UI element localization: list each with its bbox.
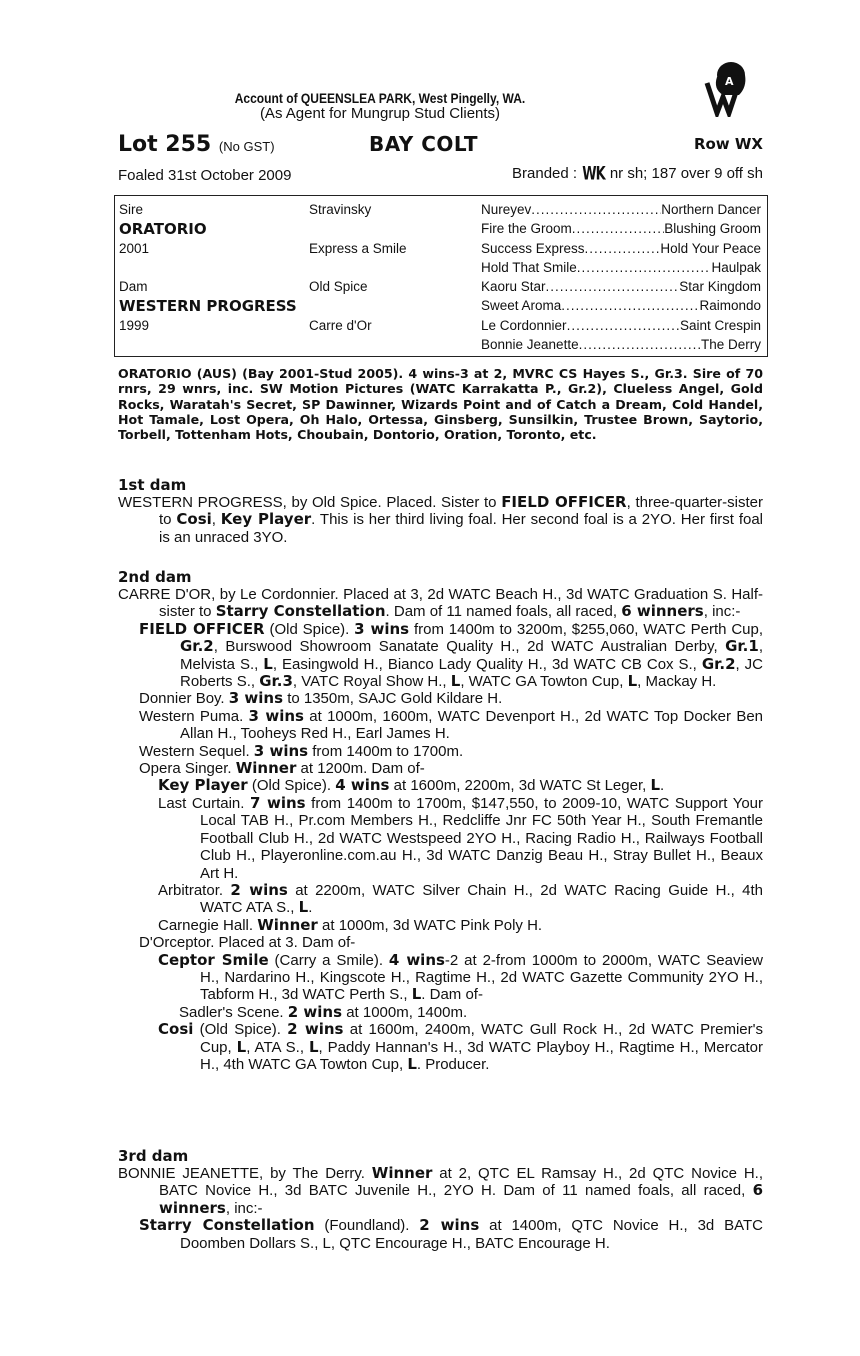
grandsire: Stravinsky xyxy=(309,202,372,217)
great-grandparent: Kaoru Star ..... Star Kingdom xyxy=(481,279,761,294)
svg-text:A: A xyxy=(725,75,734,88)
second-dam-intro: CARRE D'OR, by Le Cordonnier. Placed at 3, 2d WATC Beach H., 3d WATC Graduation S. Half-sister to Starry Constellation. Dam of 11 named foals, all raced, 6 winners, inc:- xyxy=(118,586,763,621)
dam-year: 1999 xyxy=(119,318,150,333)
progeny-entry: Western Puma. 3 wins at 1000m, 1600m, WATC Devenport H., 2d WATC Top Docker Ben Allan H., Tooheys Red H., Earl James H. xyxy=(139,706,764,743)
branded-info: Branded : WK nr sh; 187 over 9 off sh xyxy=(512,164,763,185)
great-grand-progeny-entry: Sadler's Scene. 2 wins at 1000m, 1400m. xyxy=(179,1002,468,1021)
vendor-account xyxy=(118,91,642,121)
great-grandparent: Success Express ..... Hold Your Peace xyxy=(481,241,761,256)
brand-mark: WK xyxy=(582,164,605,185)
account-line: Account of QUEENSLEA PARK, West Pingelly, WA. xyxy=(234,90,526,106)
sire-year: 2001 xyxy=(119,241,150,256)
sire-label: Sire xyxy=(119,202,144,217)
progeny-entry: D'Orceptor. Placed at 3. Dam of- xyxy=(139,934,356,952)
first-dam-heading: 1st dam xyxy=(118,476,187,494)
dam-dam: Carre d'Or xyxy=(309,318,372,333)
third-dam-intro: BONNIE JEANETTE, by The Derry. Winner at 2, QTC EL Ramsay H., 2d QTC Novice H., BATC Novice H., 3d BATC Juvenile H., 2YO H. Dam of 11 named foals, all raced, 6 winners, inc:- xyxy=(118,1164,763,1217)
grand-progeny-entry: Last Curtain. 7 wins from 1400m to 1700m, $147,550, to 2009-10, WATC Support Your Local TAB H., Pr.com Members H., Redcliffe Jnr FC 50th Year H., South Fremantle Football Club H., 2d WATC Westspeed 2YO H., Racing Radio H., Railways Football Club H., Playeronline.com.au H., 3d WATC Danzig Beau H., Stray Bullet H., Beaux Art H. xyxy=(158,793,763,882)
dam-name: WESTERN PROGRESS xyxy=(119,297,297,315)
gst-note: (No GST) xyxy=(218,139,275,154)
pedigree-table xyxy=(114,195,768,357)
third-dam-section xyxy=(118,1148,763,1252)
second-dam-section xyxy=(118,569,763,1073)
great-grandparent: Hold That Smile ..... Haulpak xyxy=(481,260,761,275)
second-dam-heading: 2nd dam xyxy=(118,568,192,586)
great-grandparent: Nureyev ..... Northern Dancer xyxy=(481,202,761,217)
grand-progeny-entry: Ceptor Smile (Carry a Smile). 4 wins-2 at 2-from 1000m to 2000m, WATC Seaview H., Nardarino H., Kingscote H., Ragtime H., 2d WATC Gazette Community 2YO H., Tabform H., 3d WATC Perth S., L. Dam of- xyxy=(158,950,764,1004)
sire-name: ORATORIO xyxy=(119,220,207,238)
progeny-entry: Western Sequel. 3 wins from 1400m to 1700m. xyxy=(139,741,464,760)
grand-progeny-entry: Carnegie Hall. Winner at 1000m, 3d WATC Pink Poly H. xyxy=(158,915,543,934)
dam-sire: Old Spice xyxy=(309,279,368,294)
progeny-entry: Opera Singer. Winner at 1200m. Dam of- xyxy=(139,759,425,778)
great-grandparent: Sweet Aroma ..... Raimondo xyxy=(481,298,761,313)
dam-label: Dam xyxy=(119,279,148,294)
lot-description: BAY COLT xyxy=(369,132,479,156)
progeny-entry: Donnier Boy. 3 wins to 1350m, SAJC Gold Kildare H. xyxy=(139,689,503,708)
sire-summary: ORATORIO (AUS) (Bay 2001-Stud 2005). 4 wins-3 at 2, MVRC CS Hayes S., Gr.3. Sire of 70 rnrs, 29 wnrs, inc. SW Motion Pictures (WATC Karrakatta P., Gr.2), Clueless Angel, Gold Rocks, Waratah's Secret, SP Dawinner, Wizards Point and of Catch a Dream, Cold Handel, Hot Tamale, Lost Opera, Oh Halo, Ortessa, Ginsberg, Sunsilkin, Trustee Brown, Saytorio, Torbell, Tottenham Hots, Choubain, Dontorio, Oration, Toronto, etc. xyxy=(118,366,763,443)
progeny-entry: FIELD OFFICER (Old Spice). 3 wins from 1400m to 3200m, $255,060, WATC Perth Cup, Gr.2, Burswood Showroom Sanatate Quality H., 2d WATC Australian Derby, Gr.1, Melvista S., L, Easingwold H., Bianco Lady Quality H., 3d WATC CB Cox S., Gr.2, JC Roberts S., Gr.3, VATC Royal Show H., L, WATC GA Towton Cup, L, Mackay H. xyxy=(139,619,764,691)
lot-header xyxy=(118,132,763,160)
first-dam-section xyxy=(118,477,763,546)
third-dam-heading: 3rd dam xyxy=(118,1147,189,1165)
great-grandparent: Le Cordonnier ..... Saint Crespin xyxy=(481,318,761,333)
great-grandparent: Fire the Groom ..... Blushing Groom xyxy=(481,221,761,236)
grand-progeny-entry: Key Player (Old Spice). 4 wins at 1600m, 2200m, 3d WATC St Leger, L. xyxy=(158,776,665,795)
grand-progeny-entry: Arbitrator. 2 wins at 2200m, WATC Silver Chain H., 2d WATC Racing Guide H., 4th WATC ATA S., L. xyxy=(158,880,763,917)
first-dam-text: WESTERN PROGRESS, by Old Spice. Placed. Sister to FIELD OFFICER, three-quarter-sister to Cosi, Key Player. This is her third living foal. Her second foal is a 2YO. Her first foal is an unraced 3YO. xyxy=(118,493,764,546)
lot-number: Lot 255 (No GST) xyxy=(118,132,275,157)
progeny-entry: Starry Constellation (Foundland). 2 wins at 1400m, QTC Novice H., 3d BATC Doomben Dollars S., L, QTC Encourage H., BATC Encourage H. xyxy=(139,1216,763,1252)
row-label: Row WX xyxy=(693,135,763,153)
wa-vendor-logo-icon xyxy=(703,55,755,117)
foaled-date: Foaled 31st October 2009 xyxy=(118,167,292,184)
great-grandparent: Bonnie Jeanette ..... The Derry xyxy=(481,337,761,352)
grand-progeny-entry: Cosi (Old Spice). 2 wins at 1600m, 2400m, WATC Gull Rock H., 2d WATC Premier's Cup, L, ATA S., L, Paddy Hannan's H., 3d WATC Playboy H., Ragtime H., Mercator H., 4th WATC GA Towton Cup, L. Producer. xyxy=(158,1020,764,1073)
granddam: Express a Smile xyxy=(309,241,407,256)
agent-line: (As Agent for Mungrup Stud Clients) xyxy=(259,105,501,122)
